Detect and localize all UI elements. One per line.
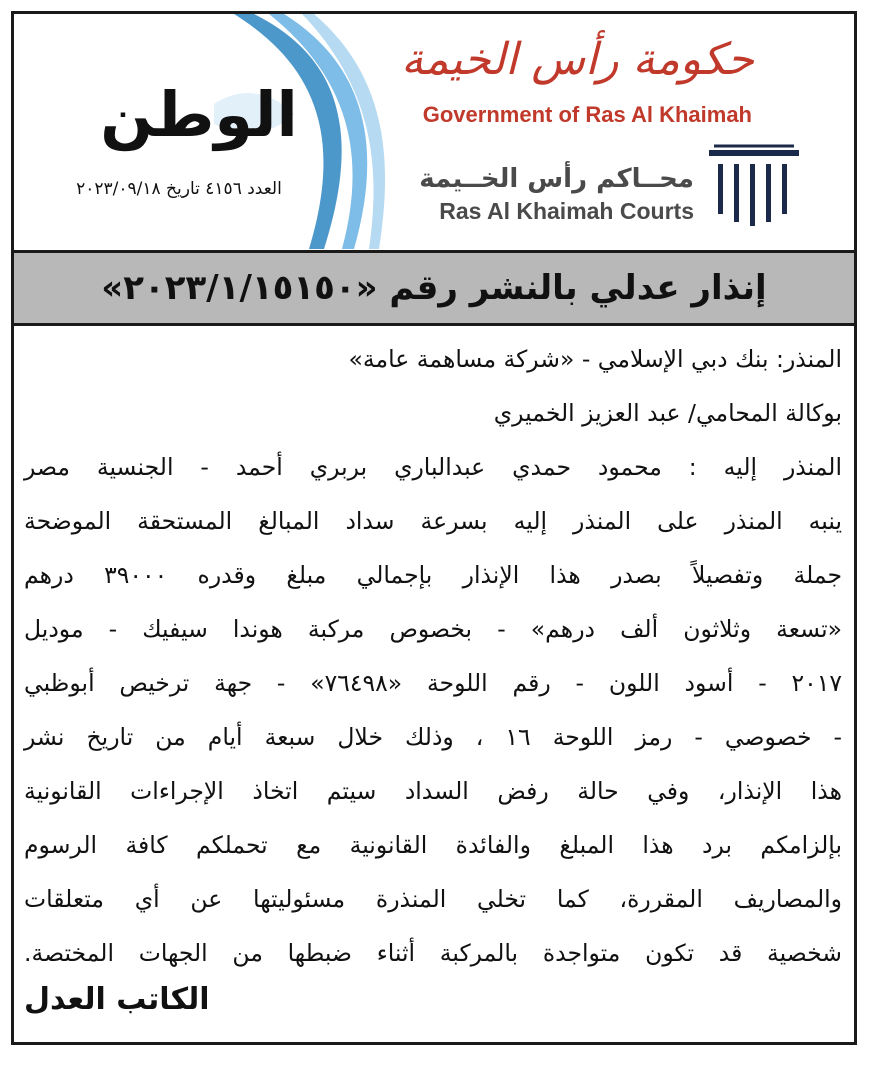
notice-line: المنذر إليه : محمود حمدي عبدالباري بربري أحمد - الجنسية مصر (24, 453, 842, 481)
newspaper-name: الوطن (100, 78, 298, 151)
notice-line: «تسعة وثلاثون ألف درهم» - بخصوص مركبة هوندا سيفيك - موديل (24, 615, 842, 643)
notice-line: بإلزامكم برد هذا المبلغ والفائدة القانونية مع تحملكم كافة الرسوم (24, 831, 842, 859)
notice-line: - خصوصي - رمز اللوحة ١٦ ، وذلك خلال سبعة أيام من تاريخ نشر (24, 723, 842, 751)
notice-line: ٢٠١٧ - أسود اللون - رقم اللوحة «٧٦٤٩٨» - جهة ترخيص أبوظبي (24, 669, 843, 697)
notice-title: إنذار عدلي بالنشر رقم «٢٠٢٣/١/١٥١٥٠» (14, 250, 854, 326)
courts-name-arabic: محــاكم رأس الخــيمة (419, 164, 694, 194)
notice-line: المنذر: بنك دبي الإسلامي - «شركة مساهمة عامة» (348, 345, 842, 373)
signature: الكاتب العدل (24, 982, 210, 1017)
notice-line: بوكالة المحامي/ عبد العزيز الخميري (493, 399, 842, 427)
notice-line: جملة وتفصيلاً بصدر هذا الإنذار بإجمالي مبلغ وقدره ٣٩٠٠٠ درهم (24, 561, 842, 589)
notice-body (24, 332, 842, 980)
courts-pillars-icon (704, 142, 804, 227)
header (14, 14, 854, 249)
notice-line: ينبه المنذر على المنذر إليه بسرعة سداد المبالغ المستحقة الموضحة (24, 507, 842, 535)
issue-line: العدد ٤١٥٦ تاريخ ٢٠٢٣/٠٩/١٨ (76, 179, 282, 199)
notice-line: هذا الإنذار، وفي حالة رفض السداد سيتم اتخاذ الإجراءات القانونية (24, 777, 842, 805)
notice-line: والمصاريف المقررة، كما تخلي المنذرة مسئوليتها عن أي متعلقات (24, 885, 842, 913)
government-name-arabic: حكومة رأس الخيمة (401, 34, 754, 85)
notice-frame (11, 11, 857, 1045)
notice-line: شخصية قد تكون متواجدة بالمركبة أثناء ضبطها من الجهات المختصة. (24, 939, 842, 967)
government-name-english: Government of Ras Al Khaimah (422, 102, 752, 127)
courts-name-english: Ras Al Khaimah Courts (439, 198, 694, 224)
